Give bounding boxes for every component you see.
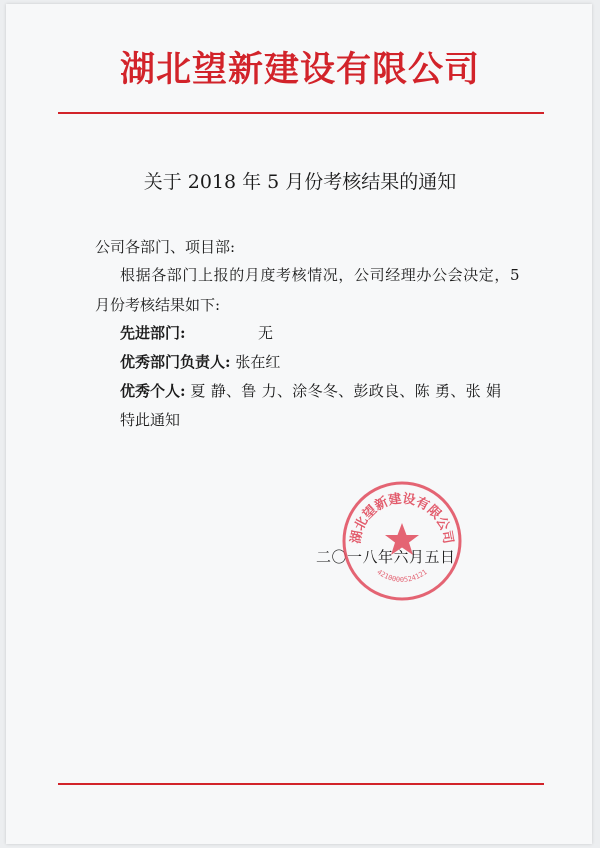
excellent-head-label: 优秀部门负责人: [120,353,231,371]
company-seal [340,479,464,603]
excellent-individuals-label: 优秀个人: [120,382,186,400]
excellent-individuals-value: 夏 静、鲁 力、涂冬冬、彭政良、陈 勇、张 娟 [190,382,502,400]
seal-code: 4210000524121 [375,568,429,584]
result-excellent-head [120,351,280,372]
seal-stamp-icon [340,479,464,603]
body-paragraph-line2: 月份考核结果如下: [95,296,221,314]
addressee: 公司各部门、项目部: [95,238,236,256]
body-paragraph-line1: 根据各部门上报的月度考核情况，公司经理办公会决定，5 [120,266,521,284]
advanced-dept-value: 无 [258,324,274,342]
svg-text:4210000524121 [375,568,428,584]
letterhead-red-rule [58,112,544,114]
excellent-head-value: 张在红 [235,353,281,371]
seal-text: 湖北望新建设有限公司 [348,491,456,545]
company-letterhead: 湖北望新建设有限公司 [119,50,480,90]
closing-remark: 特此通知 [120,411,181,429]
result-advanced-dept [120,322,274,343]
footer-red-rule [58,783,544,785]
issue-date: 二〇一八年六月五日 [316,548,456,566]
result-excellent-individuals [120,380,501,401]
document-page [6,4,592,844]
seal-star-icon [385,523,419,555]
notice-title: 关于 2018 年 5 月份考核结果的通知 [143,171,457,193]
advanced-dept-label: 先进部门: [120,324,186,342]
